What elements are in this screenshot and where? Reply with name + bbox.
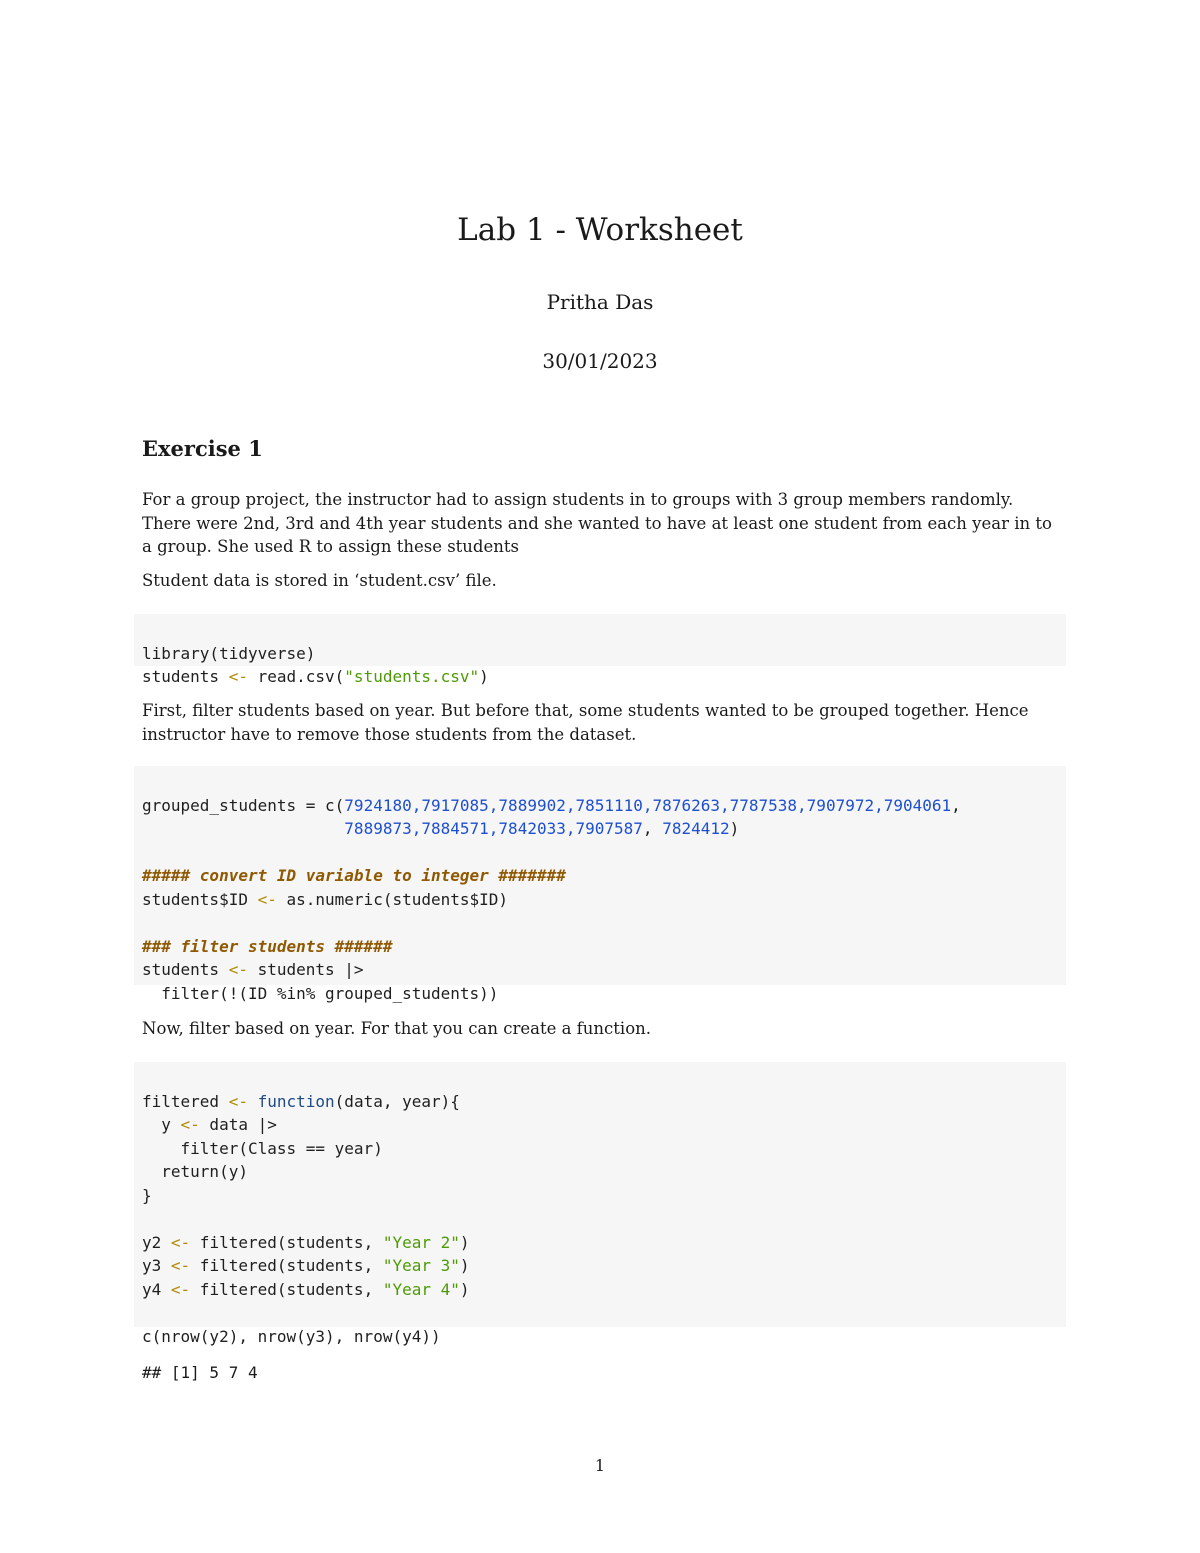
function-intro-paragraph: Now, filter based on year. For that you can create a function. [142, 1019, 651, 1038]
code-line: return(y) [142, 1162, 248, 1181]
code-line: students <- students |> [142, 960, 364, 979]
code-output: ## [1] 5 7 4 [142, 1363, 258, 1382]
code-line: students$ID <- as.numeric(students$ID) [142, 889, 509, 909]
code-block-load [134, 614, 1066, 686]
code-line: y <- data |> [142, 1115, 277, 1134]
code-comment: ##### convert ID variable to integer ####### [142, 866, 566, 885]
code-line: filtered <- function(data, year){ [142, 1091, 460, 1111]
document-title: Lab 1 - Worksheet [457, 212, 743, 248]
code-line: y4 <- filtered(students, "Year 4") [142, 1279, 470, 1299]
code-line: library(tidyverse) [142, 643, 316, 663]
code-block-filter [134, 766, 1066, 1003]
code-line: y3 <- filtered(students, "Year 3") [142, 1256, 470, 1275]
code-comment: ### filter students ###### [142, 936, 393, 956]
date: 30/01/2023 [542, 349, 658, 373]
code-line: filter(Class == year) [142, 1138, 383, 1158]
data-note-paragraph: Student data is stored in ‘student.csv’ file. [142, 571, 497, 590]
code-line: filter(!(ID %in% grouped_students)) [142, 983, 499, 1003]
code-line: } [142, 1185, 152, 1205]
code-block-function [134, 1062, 1066, 1346]
code-line: y2 <- filtered(students, "Year 2") [142, 1232, 470, 1252]
code-line: students <- read.csv("students.csv") [142, 667, 489, 686]
code-line: 7889873,7884571,7842033,7907587, 7824412) [344, 819, 740, 838]
intro-paragraph: For a group project, the instructor had to assign students in to groups with 3 group members randomly. There were 2nd, 3rd and 4th year students and she wanted to have at least one student from each year in to a group. She used R to assign these students [142, 490, 1052, 556]
author: Pritha Das [546, 290, 654, 314]
page-number: 1 [594, 1456, 606, 1475]
exercise-heading: Exercise 1 [142, 436, 263, 461]
code-line: c(nrow(y2), nrow(y3), nrow(y4)) [142, 1326, 441, 1346]
code-line: grouped_students = c(7924180,7917085,7889902,7851110,7876263,7787538,7907972,7904061, [142, 795, 961, 815]
filter-intro-paragraph: First, filter students based on year. But before that, some students wanted to be grouped together. Hence instructor have to remove those students from the dataset. [142, 701, 1029, 744]
